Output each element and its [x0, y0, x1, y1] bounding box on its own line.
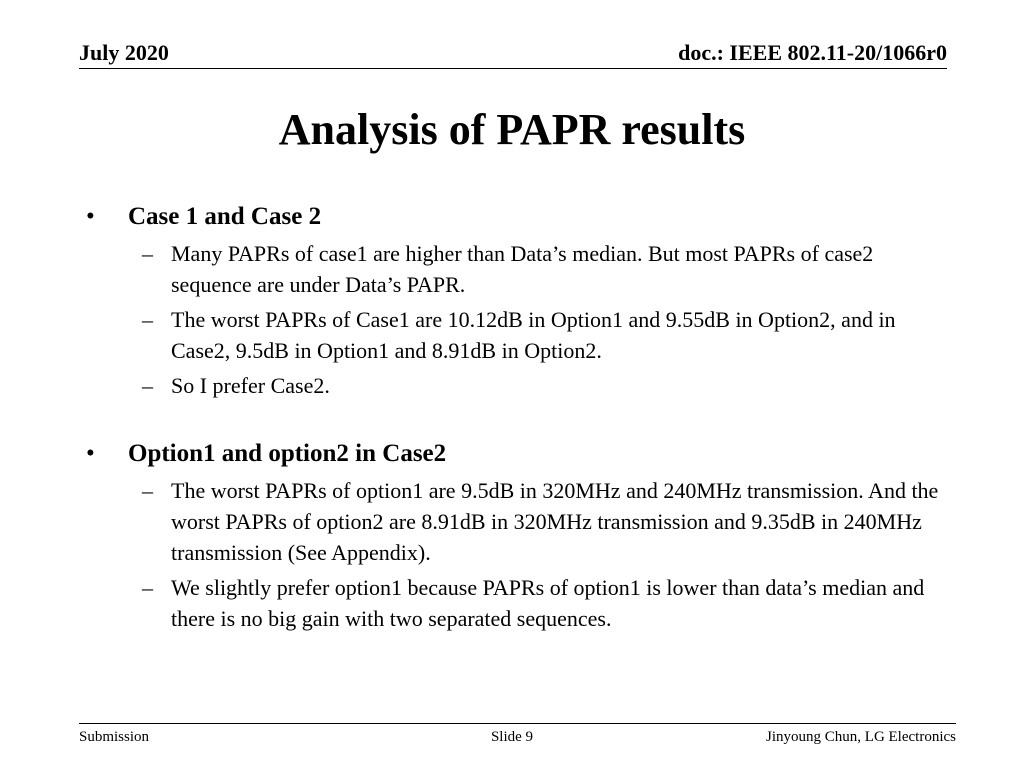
bullet-heading-text: Case 1 and Case 2 — [128, 203, 322, 230]
sub-point — [142, 370, 954, 401]
bullet-marker: • — [86, 203, 95, 230]
section-case1-case2 — [84, 200, 954, 401]
sub-point-text: We slightly prefer option1 because PAPRs of option1 is lower than data’s median and there is no big gain with two separated sequences. — [171, 575, 925, 631]
header-doc-id: doc.: IEEE 802.11-20/1066r0 — [678, 40, 947, 65]
section-spacer — [84, 401, 954, 437]
header-date: July 2020 — [79, 40, 169, 65]
bullet-marker: • — [86, 440, 95, 467]
bullet-heading-text: Option1 and option2 in Case2 — [128, 440, 447, 467]
footer-author: Jinyoung Chun, LG Electronics — [766, 729, 956, 745]
sub-point — [142, 475, 954, 568]
dash-marker: – — [142, 575, 153, 600]
sub-point-text: The worst PAPRs of Case1 are 10.12dB in Option1 and 9.55dB in Option2, and in Case2, 9.5dB in Option1 and 8.91dB in Option2. — [171, 307, 896, 363]
bullet-heading — [84, 437, 954, 471]
sub-point — [142, 238, 954, 300]
sub-point-text: The worst PAPRs of option1 are 9.5dB in 320MHz and 240MHz transmission. And the worst PAPRs of option2 are 8.91dB in 320MHz transmission and 9.35dB in 240MHz transmission (See Appendix). — [171, 478, 939, 565]
bullet-heading — [84, 200, 954, 234]
section-option1-option2 — [84, 437, 954, 634]
sub-point-text: So I prefer Case2. — [171, 373, 330, 398]
dash-marker: – — [142, 373, 153, 398]
header-divider — [79, 68, 947, 69]
dash-marker: – — [142, 478, 153, 503]
dash-marker: – — [142, 307, 153, 332]
sub-point — [142, 304, 954, 366]
footer-slide-number: Slide 9 — [490, 729, 534, 745]
slide-title: Analysis of PAPR results — [278, 105, 746, 154]
footer-submission: Submission — [79, 729, 150, 745]
sub-point-text: Many PAPRs of case1 are higher than Data’s median. But most PAPRs of case2 sequence are under Data’s PAPR. — [171, 241, 874, 297]
slide-body — [84, 200, 954, 634]
sub-point — [142, 572, 954, 634]
dash-marker: – — [142, 241, 153, 266]
footer-divider — [79, 723, 956, 724]
